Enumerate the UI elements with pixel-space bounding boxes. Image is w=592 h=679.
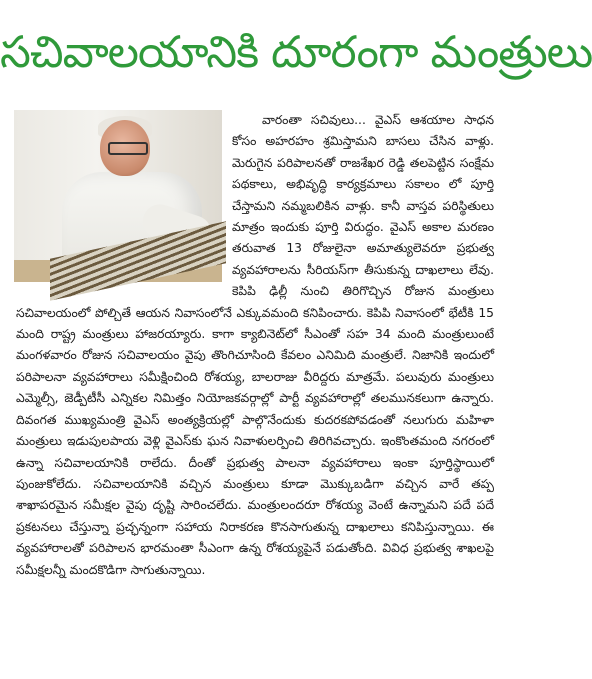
article-body bbox=[16, 110, 494, 675]
person-signing-files-photo bbox=[14, 110, 222, 282]
headline: సచివాలయానికి దూరంగా మంత్రులు bbox=[0, 27, 592, 78]
article-paragraph: వారంతా సచివులు... వైఎస్ ఆశయాల సాధన కోసం అహరహం శ్రమిస్తామని బాసలు చేసిన వాళ్లు. మెరుగైన పరిపాలనతో రాజశేఖర రెడ్డి తలపెట్టిన సంక్షేమ పథకాలు, అభివృద్ధి కార్యక్రమాలు సకాలం లో పూర్తి చేస్తామని నమ్మబలికిన వాళ్లు. కానీ వాస్తవ పరిస్థితులు మాత్రం ఇందుకు పూర్తి విరుద్ధం. వైఎస్ అకాల మరణం తరువాత 13 రోజులైనా అమాత్యులెవరూ ప్రభుత్వ వ్యవహారాలను సీరియస్‌గా తీసుకున్న దాఖలాలు లేవు. కెపిపి ఢిల్లీ నుంచి తిరిగొచ్చిన రోజున మంత్రులు సచివాలయంలో పోల్చితే ఆయన నివాసంలోనే ఎక్కువమంది కనిపించారు. కెపిపి నివాసంలో భేటీకి 15 మంది రాష్ట్ర మంత్రులు హాజరయ్యారు. కాగా క్యాబినెట్‌లో సీఎంతో సహ 34 మంది మంత్రులుంటే మంగళవారం రోజున సచివాలయం వైపు తొంగిచూసింది కేవలం ఎనిమిది మంత్రులే. నిజానికి ఇందులో పరిపాలనా వ్యవహారాలు సమీక్షించింది రోశయ్య, బాలరాజు వీరిద్దరు మాత్రమే. పలువురు మంత్రులు ఎమ్మెల్సీ, జెడ్పీటీసీ ఎన్నికల నిమిత్తం నియోజకవర్గాల్లో పార్టీ వ్యవహారాల్లో తలమునకలుగా ఉన్నారు. దివంగత ముఖ్యమంత్రి వైఎస్ అంత్యక్రియల్లో పాల్గొనేందుకు కుదరకపోవడంతో నలుగురు మహిళా మంత్రులు ఇడుపులపాయ వెళ్లి వైఎస్‌కు ఘన నివాళులర్పించి తిరిగివచ్చారు. ఇంకొంతమంది నగరంలో ఉన్నా సచివాలయానికి రాలేదు. దీంతో ప్రభుత్వ పాలనా వ్యవహారాలు ఇంకా పూర్తిస్థాయిలో పుంజుకోలేదు. సచివాలయానికి వచ్చిన మంత్రులు కూడా మొక్కుబడిగా వచ్చిన వారే తప్ప శాఖాపరమైన సమీక్షల వైపు దృష్టి సారించలేదు. మంత్రులందరూ రోశయ్య వెంటే ఉన్నామని పదే పదే ప్రకటనలు చేస్తున్నా ప్రచ్ఛన్నంగా సహాయ నిరాకరణ కొనసాగుతున్న దాఖలాలు కనిపిస్తున్నాయి. ఈ వ్యవహారాలతో పరిపాలన భారమంతా సీఎంగా ఉన్న రోశయ్యపైనే పడుతోంది. వివిధ ప్రభుత్వ శాఖలపై సమీక్షలన్నీ మందకొడిగా సాగుతున్నాయి. bbox=[16, 113, 494, 577]
